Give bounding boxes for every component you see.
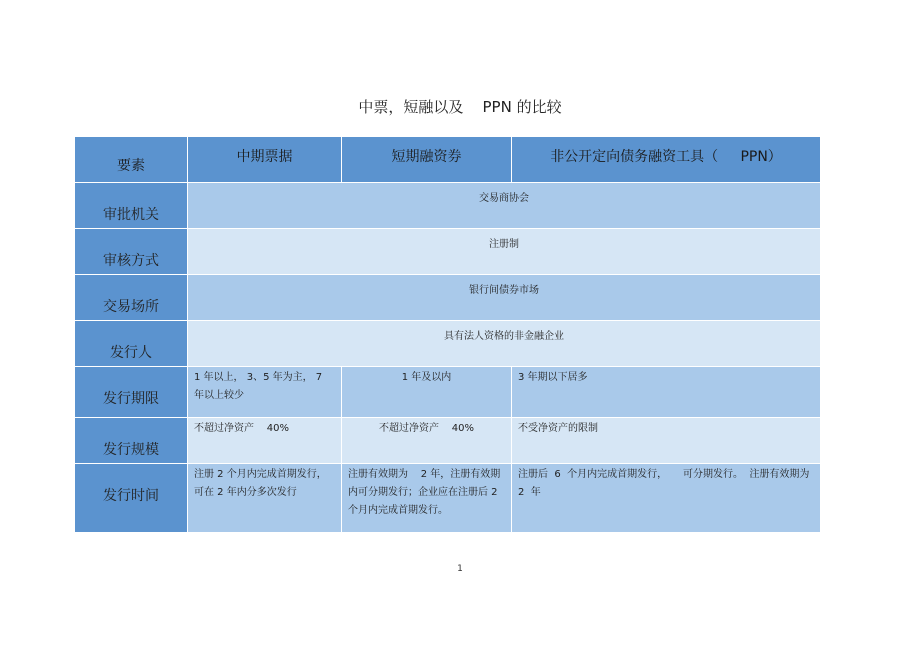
table-row [75,367,820,417]
row-cell-cp: 1 年及以内 [342,367,511,417]
header-cell-mtn: 中期票据 [188,137,341,182]
row-cell-cp: 注册有效期为 2 年，注册有效期内可分期发行；企业应在注册后 2 个月内完成首期发行。 [342,464,511,532]
row-cell-mtn: 1 年以上， 3、5 年为主， 7 年以上较少 [188,367,341,417]
row-cell-cp: 不超过净资产 40% [342,418,511,463]
table-header-row [75,137,820,182]
header-cell-ppn: 非公开定向债务融资工具（ PPN） [512,137,820,182]
table-row [75,418,820,463]
comparison-table [74,136,821,533]
header-cell-element: 要素 [75,137,187,182]
page-number: 1 [457,564,463,574]
row-cell-ppn: 3 年期以下居多 [512,367,820,417]
table-row [75,464,820,532]
header-cell-cp: 短期融资券 [342,137,511,182]
row-label: 发行人 [75,321,187,366]
row-label: 审批机关 [75,183,187,228]
row-cell-mtn: 不超过净资产 40% [188,418,341,463]
row-label: 审核方式 [75,229,187,274]
table-row [75,183,820,228]
table-row [75,229,820,274]
row-label: 发行时间 [75,464,187,532]
row-cell-mtn: 注册 2 个月内完成首期发行，可在 2 年内分多次发行 [188,464,341,532]
row-label: 发行规模 [75,418,187,463]
row-label: 交易场所 [75,275,187,320]
page-title: 中票，短融以及 PPN 的比较 [358,98,562,116]
row-span-value: 交易商协会 [188,183,820,228]
row-span-value: 注册制 [188,229,820,274]
row-span-value: 银行间债券市场 [188,275,820,320]
table-row [75,275,820,320]
row-span-value: 具有法人资格的非金融企业 [188,321,820,366]
table-row [75,321,820,366]
row-label: 发行期限 [75,367,187,417]
row-cell-ppn: 不受净资产的限制 [512,418,820,463]
row-cell-ppn: 注册后 6 个月内完成首期发行， 可分期发行。 注册有效期为 2 年 [512,464,820,532]
